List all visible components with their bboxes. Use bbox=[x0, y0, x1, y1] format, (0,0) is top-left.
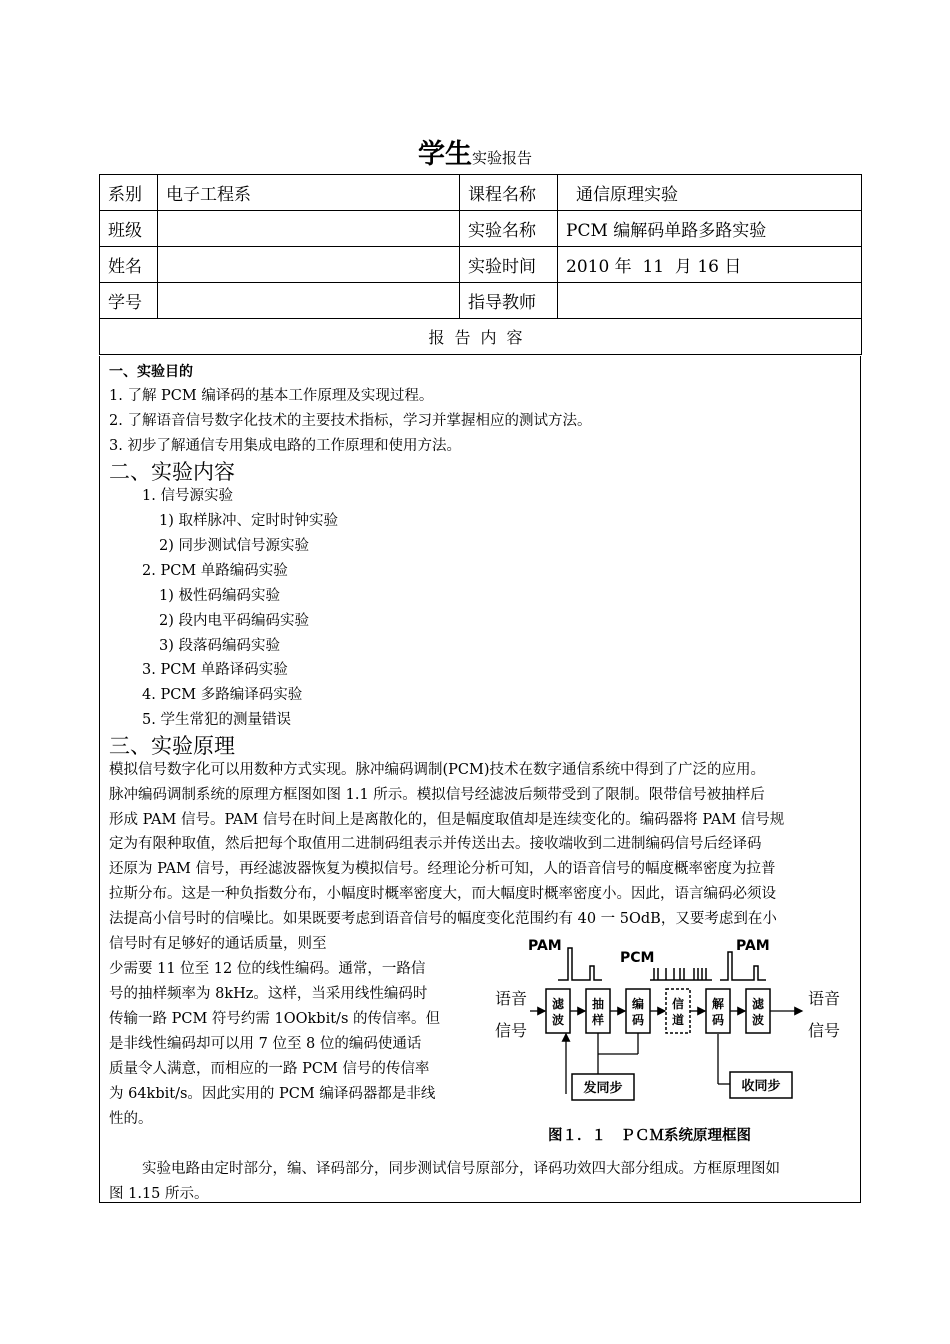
pcm-label: PCM bbox=[620, 950, 655, 966]
principle-line: 脉冲编码调制系统的原理方框图如图 1.1 所示。模拟信号经滤波后频带受到了限制。限带信号被抽样后 bbox=[109, 787, 765, 803]
block-text: 信 bbox=[671, 997, 685, 1011]
report-content bbox=[99, 356, 861, 1203]
contents-item: 1) 取样脉冲、定时时钟实验 bbox=[159, 513, 338, 529]
pam-left-label: PAM bbox=[528, 938, 562, 954]
block-text: 滤 bbox=[551, 997, 565, 1011]
output-label-1: 语音 bbox=[808, 989, 841, 1008]
principle-side-line: 为 64kbit/s。因此实用的 PCM 编译码器都是非线 bbox=[109, 1086, 436, 1102]
teacher-label: 指导教师 bbox=[460, 283, 558, 319]
block-text: 码 bbox=[631, 1013, 645, 1027]
principle-side-line: 传输一路 PCM 符号约需 1OOkbit/s 的传信率。但 bbox=[109, 1011, 440, 1027]
block-text: 样 bbox=[591, 1013, 605, 1027]
info-row-header bbox=[100, 319, 862, 355]
principle-line: 模拟信号数字化可以用数种方式实现。脉冲编码调制(PCM)技术在数字通信系统中得到了广泛的应用。 bbox=[109, 762, 766, 778]
course-value: 通信原理实验 bbox=[558, 175, 862, 211]
contents-item: 4. PCM 多路编译码实验 bbox=[142, 687, 303, 703]
exp-label: 实验名称 bbox=[460, 211, 558, 247]
principle-side-line: 少需要 11 位至 12 位的线性编码。通常，一路信 bbox=[109, 961, 426, 977]
contents-item: 2) 同步测试信号源实验 bbox=[159, 538, 309, 554]
contents-item: 5. 学生常犯的测量错误 bbox=[142, 712, 291, 728]
contents-item: 2. PCM 单路编码实验 bbox=[142, 563, 288, 579]
class-label: 班级 bbox=[100, 211, 158, 247]
contents-item: 2) 段内电平码编码实验 bbox=[159, 613, 309, 629]
info-row-name bbox=[100, 247, 862, 283]
figure-caption: 图１．１ ＰＣＭ系统原理框图 bbox=[548, 1128, 751, 1144]
purpose-heading: 一、实验目的 bbox=[109, 364, 193, 380]
send-sync-label: 发同步 bbox=[583, 1081, 623, 1096]
block-text: 波 bbox=[751, 1013, 765, 1027]
block-text: 抽 bbox=[591, 997, 605, 1011]
dept-label: 系别 bbox=[100, 175, 158, 211]
input-label-2: 信号 bbox=[495, 1021, 528, 1040]
principle-line: 还原为 PAM 信号，再经滤波器恢复为模拟信号。经理论分析可知，人的语音信号的幅度概率密度为拉普 bbox=[109, 861, 776, 877]
info-row-class bbox=[100, 211, 862, 247]
principle-line: 定为有限种取值，然后把每个取值用二进制码组表示并传送出去。接收端收到二进制编码信号后经译码 bbox=[109, 836, 762, 852]
name-label: 姓名 bbox=[100, 247, 158, 283]
block-text: 编 bbox=[631, 997, 645, 1011]
report-title bbox=[0, 132, 950, 171]
info-table bbox=[99, 174, 862, 355]
time-value: 2010 年 11 月 16 日 bbox=[558, 247, 862, 283]
info-row-id bbox=[100, 283, 862, 319]
principle-closing: 图 1.15 所示。 bbox=[109, 1186, 209, 1202]
principle-side-line: 性的。 bbox=[109, 1111, 153, 1127]
contents-item: 3) 段落码编码实验 bbox=[159, 638, 280, 654]
principle-line: 形成 PAM 信号。PAM 信号在时间上是离散化的，但是幅度取值却是连续变化的。编码器将 PAM 信号规 bbox=[109, 812, 785, 828]
purpose-item: 2. 了解语音信号数字化技术的主要技术指标，学习并掌握相应的测试方法。 bbox=[109, 413, 592, 429]
time-label: 实验时间 bbox=[460, 247, 558, 283]
pam-right-label: PAM bbox=[736, 938, 770, 954]
block-text: 码 bbox=[711, 1013, 725, 1027]
contents-item: 1. 信号源实验 bbox=[142, 488, 233, 504]
report-content-header: 报告内容 bbox=[100, 319, 862, 355]
principle-side-line: 信号时有足够好的通话质量，则至 bbox=[109, 936, 327, 952]
exp-value: PCM 编解码单路多路实验 bbox=[558, 211, 862, 247]
purpose-item: 3. 初步了解通信专用集成电路的工作原理和使用方法。 bbox=[109, 438, 461, 454]
principle-line: 法提高小信号时的信噪比。如果既要考虑到语音信号的幅度变化范围约有 40 一 5OdB，又要考虑到在小 bbox=[109, 911, 777, 927]
purpose-item: 1. 了解 PCM 编译码的基本工作原理及实现过程。 bbox=[109, 388, 434, 404]
name-value bbox=[158, 247, 460, 283]
pcm-block-diagram bbox=[490, 934, 850, 1144]
input-label-1: 语音 bbox=[495, 989, 528, 1008]
waveform-sketches bbox=[558, 948, 766, 980]
block-text: 道 bbox=[671, 1013, 685, 1027]
contents-item: 1) 极性码编码实验 bbox=[159, 588, 280, 604]
principle-side-line: 是非线性编码却可以用 7 位至 8 位的编码使通话 bbox=[109, 1036, 422, 1052]
principle-side-line: 质量令人满意，而相应的一路 PCM 信号的传信率 bbox=[109, 1061, 430, 1077]
recv-sync-label: 收同步 bbox=[741, 1079, 781, 1094]
principle-closing: 实验电路由定时部分，编、译码部分，同步测试信号原部分，译码功效四大部分组成。方框原理图如 bbox=[142, 1161, 780, 1177]
info-row-dept bbox=[100, 175, 862, 211]
class-value bbox=[158, 211, 460, 247]
block-text: 滤 bbox=[751, 997, 765, 1011]
block-text: 波 bbox=[551, 1013, 565, 1027]
output-label-2: 信号 bbox=[808, 1021, 841, 1040]
principle-side-line: 号的抽样频率为 8kHz。这样，当采用线性编码时 bbox=[109, 986, 428, 1002]
id-value bbox=[158, 283, 460, 319]
id-label: 学号 bbox=[100, 283, 158, 319]
teacher-value bbox=[558, 283, 862, 319]
principle-line: 拉斯分布。这是一种负指数分布，小幅度时概率密度大，而大幅度时概率密度小。因此，语言编码必须设 bbox=[109, 886, 776, 902]
course-label: 课程名称 bbox=[460, 175, 558, 211]
block-text: 解 bbox=[711, 997, 725, 1011]
contents-item: 3. PCM 单路译码实验 bbox=[142, 662, 288, 678]
dept-value: 电子工程系 bbox=[158, 175, 460, 211]
title-sub: 实验报告 bbox=[471, 149, 532, 167]
principle-heading: 三、实验原理 bbox=[109, 734, 235, 758]
contents-heading: 二、实验内容 bbox=[109, 460, 235, 484]
title-main: 学生 bbox=[417, 139, 472, 170]
